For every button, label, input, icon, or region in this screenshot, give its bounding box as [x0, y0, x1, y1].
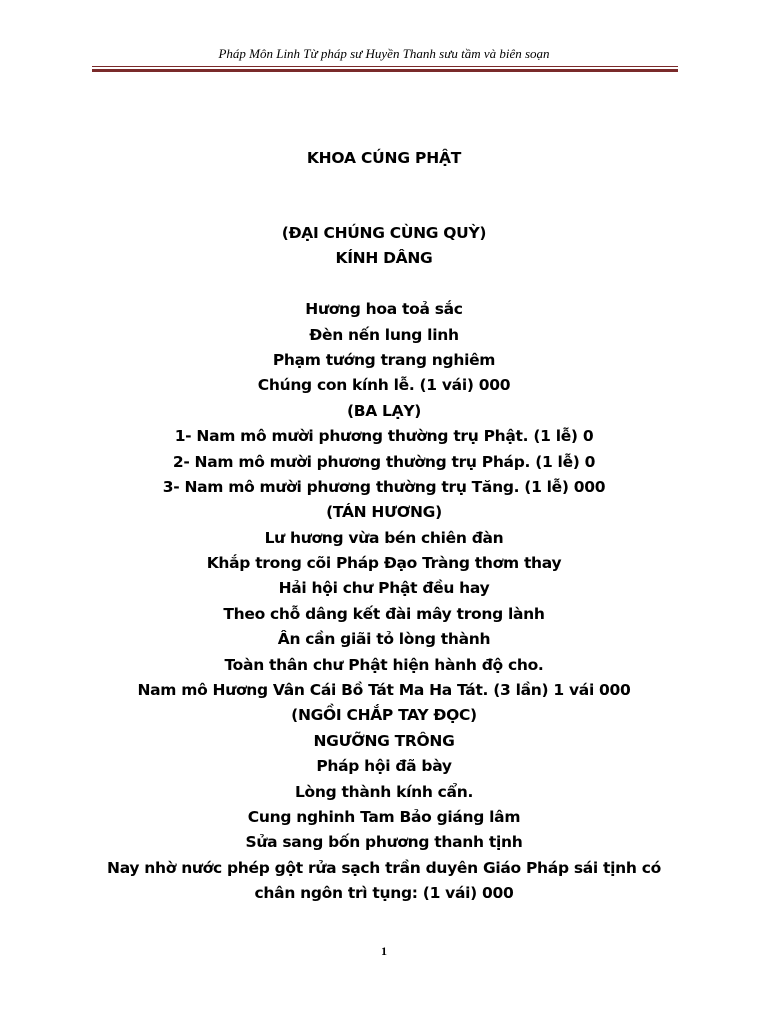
blank-line — [80, 272, 688, 297]
body-line: Nay nhờ nước phép gột rửa sạch trần duyên Giáo Pháp sái tịnh có — [107, 858, 661, 877]
body-line: Sửa sang bốn phương thanh tịnh — [245, 833, 523, 852]
document-title: KHOA CÚNG PHẬT — [306, 149, 462, 167]
body-line: 1- Nam mô mười phương thường trụ Phật. (1 lễ) 0 — [174, 427, 594, 446]
body-line: Hương hoa toả sắc — [305, 300, 463, 319]
body-line: 2- Nam mô mười phương thường trụ Pháp. (1 lễ) 0 — [172, 452, 596, 471]
body-line: Khắp trong cõi Pháp Đạo Tràng thơm thay — [206, 554, 562, 573]
body-line: Theo chỗ dâng kết đài mây trong lành — [223, 604, 545, 623]
body-line: Hải hội chư Phật đều hay — [278, 579, 490, 598]
body-line: Cung nghinh Tam Bảo giáng lâm — [247, 807, 521, 826]
body-line: Nam mô Hương Vân Cái Bồ Tát Ma Ha Tát. (3 lần) 1 vái 000 — [137, 681, 631, 700]
body-line: NGƯỠNG TRÔNG — [313, 731, 455, 750]
body-line: Chúng con kính lễ. (1 vái) 000 — [257, 376, 511, 395]
body-line: (ĐẠI CHÚNG CÙNG QUỲ) — [281, 224, 487, 242]
header-rule-thin — [92, 66, 678, 67]
body-line: (BA LẠY) — [346, 401, 422, 420]
body-line: Đèn nến lung linh — [309, 325, 459, 344]
body-line: Lòng thành kính cẩn. — [294, 782, 474, 801]
body-line: 3- Nam mô mười phương thường trụ Tăng. (1 lễ) 000 — [162, 477, 606, 496]
document-body — [80, 221, 688, 907]
running-header: Pháp Môn Linh Từ pháp sư Huyền Thanh sưu tầm và biên soạn — [218, 46, 550, 61]
body-line: Lư hương vừa bén chiên đàn — [264, 528, 504, 547]
body-line: Phạm tướng trang nghiêm — [272, 350, 496, 369]
body-line: (TÁN HƯƠNG) — [326, 503, 442, 522]
body-line: chân ngôn trì tụng: (1 vái) 000 — [254, 884, 514, 903]
body-line: Toàn thân chư Phật hiện hành độ cho. — [224, 655, 544, 674]
header-rule-thick — [92, 69, 678, 72]
body-line: (NGỒI CHẮP TAY ĐỌC) — [291, 706, 477, 725]
body-line: Ân cần giãi tỏ lòng thành — [277, 630, 491, 649]
body-line: KÍNH DÂNG — [335, 249, 433, 268]
page-number: 1 — [381, 944, 387, 958]
body-line: Pháp hội đã bày — [316, 757, 452, 776]
